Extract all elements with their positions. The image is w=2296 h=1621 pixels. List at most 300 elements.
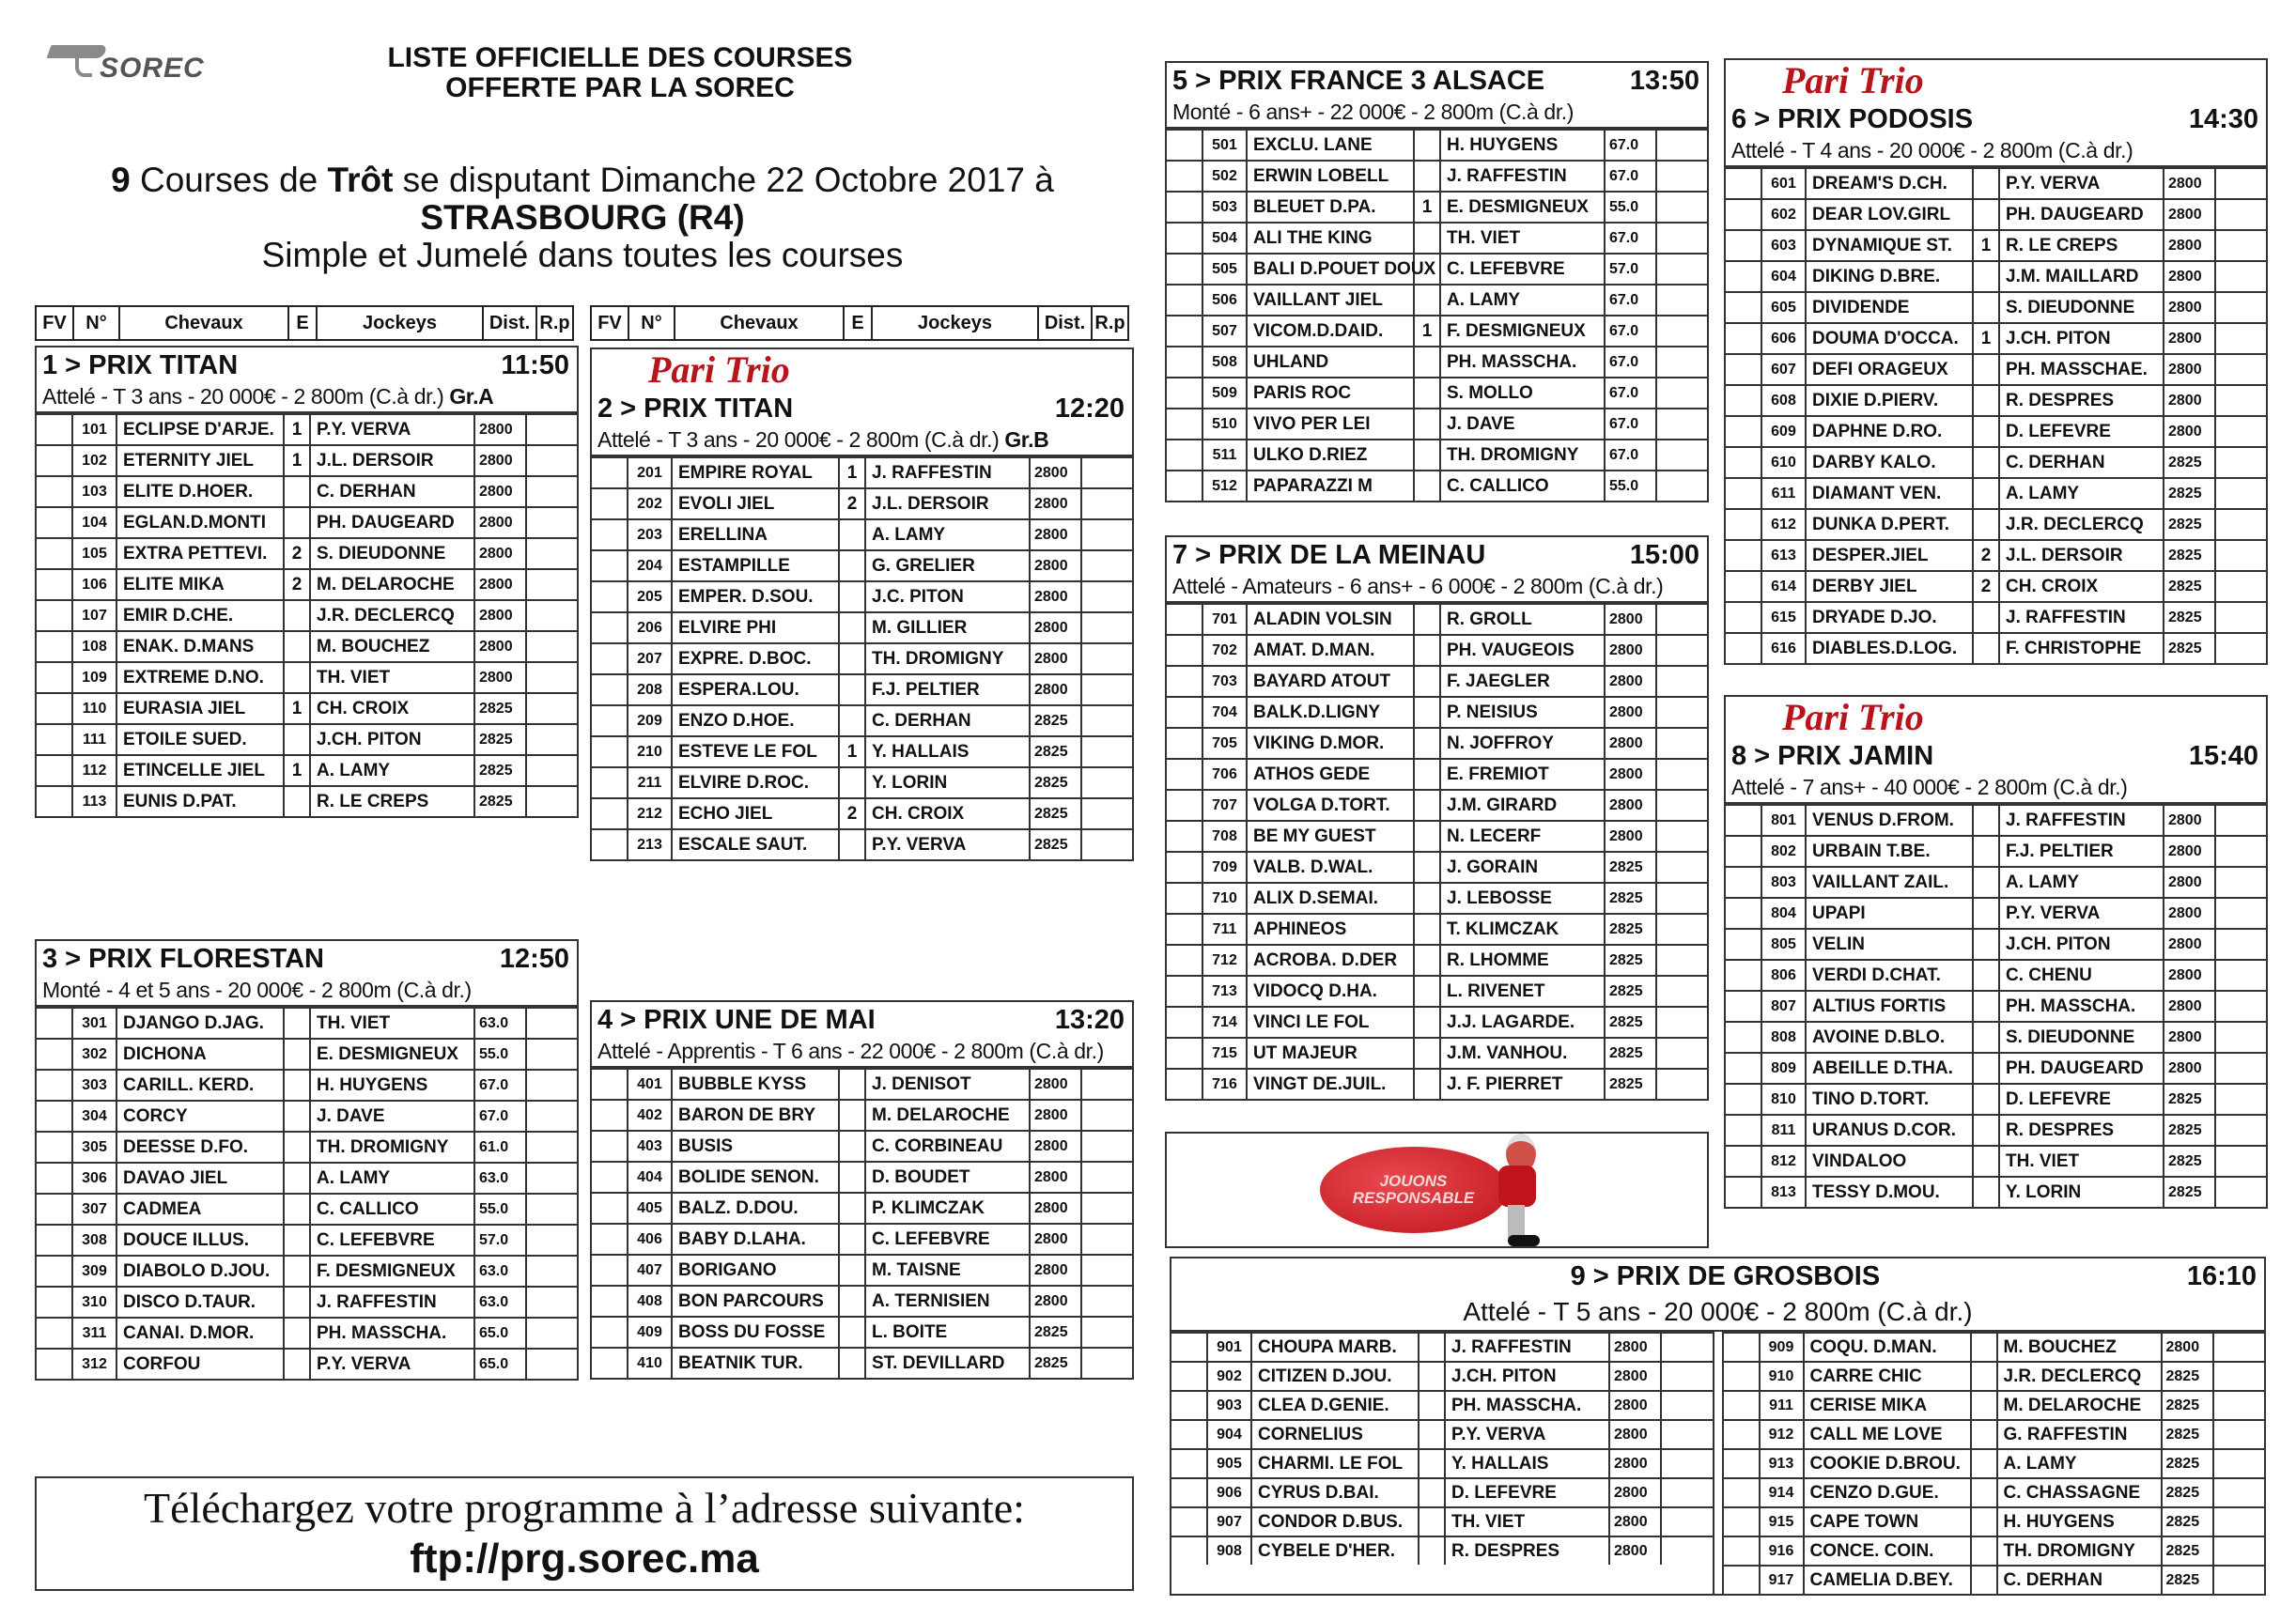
runner-jockey: C. LEFEBVRE <box>1440 254 1605 285</box>
runner-fv <box>37 569 72 600</box>
runner-fv <box>1167 635 1202 666</box>
runner-number: 708 <box>1202 821 1247 852</box>
race-time: 11:50 <box>501 350 569 380</box>
runner-stable <box>839 1131 865 1162</box>
runner-horse: DEESSE D.FO. <box>116 1132 284 1163</box>
runner-jockey: J.R. DECLERCQ <box>310 600 474 631</box>
runner-fv <box>1167 440 1202 471</box>
runner-rp <box>2215 1022 2266 1053</box>
conditions-text: Attelé - T 4 ans - 20 000€ - 2 800m (C.à dr.) <box>1731 138 2133 162</box>
runner-number: 410 <box>628 1348 672 1378</box>
runner-jockey: R. LE CREPS <box>310 786 474 816</box>
runner-fv <box>1726 1022 1761 1053</box>
runner-number: 716 <box>1202 1069 1247 1099</box>
runner-stable <box>284 1318 310 1349</box>
runner-row <box>1724 1420 2265 1449</box>
runner-stable <box>1414 666 1440 697</box>
runner-distance: 2800 <box>2162 1333 2213 1362</box>
runner-horse: APHINEOS <box>1247 914 1414 945</box>
runner-row <box>592 612 1132 643</box>
runner-rp <box>2213 1362 2265 1391</box>
runner-stable <box>839 581 865 612</box>
runner-jockey: PH. DAUGEARD <box>1999 199 2164 230</box>
runner-jockey: PH. MASSCHA. <box>310 1318 474 1349</box>
runner-rp <box>526 662 577 693</box>
race-type: Trôt <box>327 161 394 199</box>
race-group: Gr.B <box>1004 427 1049 452</box>
runner-number: 204 <box>628 550 672 581</box>
runners-table <box>1167 603 1707 1099</box>
runner-rp <box>2213 1333 2265 1362</box>
runner-rp <box>1656 440 1707 471</box>
runner-fv <box>37 1287 72 1318</box>
runner-distance: 2825 <box>2162 1362 2213 1391</box>
runner-distance: 2800 <box>1030 1255 1081 1286</box>
runner-number: 702 <box>1202 635 1247 666</box>
runner-horse: BOLIDE SENON. <box>672 1162 839 1193</box>
runner-number: 203 <box>628 519 672 550</box>
runner-fv <box>1167 759 1202 790</box>
runner-number: 512 <box>1202 471 1247 501</box>
runner-stable <box>839 767 865 798</box>
col-jockeys: Jockeys <box>318 307 484 339</box>
runner-distance: 55.0 <box>1605 471 1656 501</box>
runner-fv <box>1167 378 1202 409</box>
runner-fv <box>37 507 72 538</box>
runner-fv <box>1724 1536 1760 1566</box>
runner-row <box>1167 440 1707 471</box>
col-horses: Chevaux <box>675 307 845 339</box>
runner-number: 602 <box>1761 199 1806 230</box>
download-text: Téléchargez votre programme à l’adresse suivante: <box>144 1484 1025 1532</box>
runner-row <box>1167 976 1707 1007</box>
runner-fv <box>592 1224 628 1255</box>
balloon-icon <box>1320 1147 1508 1233</box>
runner-row <box>592 705 1132 736</box>
runner-distance: 2800 <box>1030 519 1081 550</box>
runner-number: 502 <box>1202 161 1247 192</box>
runner-jockey: R. DESPRES <box>1445 1536 1609 1565</box>
runner-stable <box>284 1349 310 1379</box>
runner-row <box>1167 161 1707 192</box>
runner-jockey: M. DELAROCHE <box>310 569 474 600</box>
runner-horse: CONDOR D.BUS. <box>1251 1507 1419 1536</box>
runner-distance: 2800 <box>1030 581 1081 612</box>
runner-distance: 67.0 <box>474 1070 526 1101</box>
runner-row <box>37 662 577 693</box>
runner-number: 307 <box>72 1194 116 1225</box>
runner-distance: 2825 <box>2162 1478 2213 1507</box>
runner-fv <box>592 519 628 550</box>
runner-fv <box>37 724 72 755</box>
runner-stable <box>284 786 310 816</box>
runner-distance: 2800 <box>1030 674 1081 705</box>
runner-row <box>592 1224 1132 1255</box>
runner-stable <box>839 519 865 550</box>
runner-jockey: P. NEISIUS <box>1440 697 1605 728</box>
runner-row <box>1726 323 2266 354</box>
runner-number: 903 <box>1207 1391 1251 1420</box>
runner-fv <box>37 1070 72 1101</box>
runner-distance: 2800 <box>1030 1100 1081 1131</box>
race-time: 12:20 <box>1054 394 1125 424</box>
runner-fv <box>1167 409 1202 440</box>
runner-number: 614 <box>1761 571 1806 602</box>
runner-jockey: PH. MASSCHAE. <box>1999 354 2164 385</box>
runner-stable <box>1414 728 1440 759</box>
runner-distance: 2800 <box>1605 790 1656 821</box>
runner-row <box>37 538 577 569</box>
runner-distance: 2800 <box>2164 261 2215 292</box>
runner-stable: 1 <box>1973 323 1999 354</box>
runner-number: 508 <box>1202 347 1247 378</box>
runner-distance: 2825 <box>1030 1348 1081 1378</box>
runner-jockey: C. LEFEBVRE <box>865 1224 1030 1255</box>
runner-number: 703 <box>1202 666 1247 697</box>
runner-jockey: C. CHENU <box>1999 960 2164 991</box>
runner-row <box>1726 991 2266 1022</box>
race-header <box>1171 1258 2264 1332</box>
runner-number: 408 <box>628 1286 672 1317</box>
runner-fv <box>1167 914 1202 945</box>
runner-jockey: R. DESPRES <box>1999 1115 2164 1146</box>
race-header <box>37 347 577 381</box>
runner-distance: 2825 <box>2164 571 2215 602</box>
title-line-1: LISTE OFFICIELLE DES COURSES <box>387 42 853 73</box>
runner-number: 511 <box>1202 440 1247 471</box>
download-link[interactable]: ftp://prg.sorec.ma <box>410 1536 759 1582</box>
pari-trio-label: Pari Trio <box>1782 59 1924 101</box>
runner-rp <box>1656 914 1707 945</box>
runner-horse: ELVIRE PHI <box>672 612 839 643</box>
col-jockeys: Jockeys <box>873 307 1039 339</box>
runner-number: 111 <box>72 724 116 755</box>
runner-jockey: A. LAMY <box>1999 867 2164 898</box>
runner-rp <box>526 1008 577 1039</box>
runner-horse: ESCALE SAUT. <box>672 829 839 859</box>
runner-jockey: J. RAFFESTIN <box>1440 161 1605 192</box>
runner-jockey: A. LAMY <box>1440 285 1605 316</box>
runner-jockey: TH. VIET <box>1999 1146 2164 1177</box>
runner-horse: ABEILLE D.THA. <box>1806 1053 1973 1084</box>
runner-fv <box>1171 1362 1207 1391</box>
runner-stable <box>1973 633 1999 663</box>
runner-fv <box>37 693 72 724</box>
runner-row <box>1167 697 1707 728</box>
runner-stable <box>1973 1177 1999 1207</box>
runner-number: 301 <box>72 1008 116 1039</box>
runner-row <box>592 736 1132 767</box>
runner-fv <box>592 488 628 519</box>
runner-distance: 55.0 <box>474 1194 526 1225</box>
runner-stable <box>1973 1084 1999 1115</box>
runner-number: 107 <box>72 600 116 631</box>
runner-fv <box>37 662 72 693</box>
runner-fv <box>1167 976 1202 1007</box>
runner-distance: 63.0 <box>474 1256 526 1287</box>
runner-distance: 2825 <box>1605 945 1656 976</box>
runner-number: 506 <box>1202 285 1247 316</box>
runner-rp <box>526 1287 577 1318</box>
runner-distance: 2825 <box>1605 883 1656 914</box>
runner-number: 109 <box>72 662 116 693</box>
runner-row <box>37 786 577 816</box>
runner-fv <box>1724 1449 1760 1478</box>
runner-number: 409 <box>628 1317 672 1348</box>
runner-rp <box>1081 457 1132 488</box>
race-conditions <box>1167 97 1707 129</box>
runner-number: 303 <box>72 1070 116 1101</box>
runner-rp <box>526 1132 577 1163</box>
runner-number: 402 <box>628 1100 672 1131</box>
runner-number: 917 <box>1760 1566 1804 1594</box>
runner-rp <box>1661 1449 1713 1478</box>
runner-rp <box>1081 1131 1132 1162</box>
runner-fv <box>1726 1053 1761 1084</box>
runner-fv <box>37 476 72 507</box>
runner-jockey: J.CH. PITON <box>310 724 474 755</box>
runner-number: 707 <box>1202 790 1247 821</box>
runner-fv <box>1724 1420 1760 1449</box>
runner-distance: 2800 <box>1605 697 1656 728</box>
runner-jockey: S. DIEUDONNE <box>1999 292 2164 323</box>
runner-horse: DOUCE ILLUS. <box>116 1225 284 1256</box>
runner-fv <box>592 1193 628 1224</box>
runner-row <box>592 519 1132 550</box>
runner-stable <box>1414 1069 1440 1099</box>
runner-fv <box>1724 1333 1760 1362</box>
runner-stable <box>1414 883 1440 914</box>
runner-jockey: H. HUYGENS <box>1440 130 1605 161</box>
runner-horse: BAYARD ATOUT <box>1247 666 1414 697</box>
runner-stable <box>1971 1566 1997 1594</box>
runner-stable <box>1973 836 1999 867</box>
runner-rp <box>526 1225 577 1256</box>
runner-fv <box>1167 285 1202 316</box>
runner-jockey: G. RAFFESTIN <box>1997 1420 2162 1449</box>
runner-row <box>37 507 577 538</box>
runner-rp <box>2215 230 2266 261</box>
venue: STRASBOURG (R4) <box>420 198 745 237</box>
runner-distance: 2800 <box>1030 488 1081 519</box>
runner-distance: 65.0 <box>474 1349 526 1379</box>
runner-rp <box>1656 666 1707 697</box>
runner-jockey: J.L. DERSOIR <box>310 445 474 476</box>
runner-jockey: M. TAISNE <box>865 1255 1030 1286</box>
runner-rp <box>2215 261 2266 292</box>
runner-row <box>1724 1449 2265 1478</box>
runner-rp <box>1656 976 1707 1007</box>
runner-distance: 2825 <box>2164 540 2215 571</box>
col-rp: R.p <box>1094 312 1125 333</box>
runner-rp <box>1081 1348 1132 1378</box>
runner-row <box>1724 1333 2265 1362</box>
runner-distance: 2800 <box>474 538 526 569</box>
runner-distance: 2800 <box>474 445 526 476</box>
runner-stable <box>839 550 865 581</box>
page-title <box>310 43 930 103</box>
runner-distance: 2800 <box>1609 1449 1661 1478</box>
runner-distance: 2825 <box>474 786 526 816</box>
jockey-mascot-icon <box>1489 1134 1555 1246</box>
runner-jockey: C. DERHAN <box>1999 447 2164 478</box>
runner-fv <box>1167 604 1202 635</box>
runner-fv <box>1726 1115 1761 1146</box>
runner-fv <box>1726 602 1761 633</box>
runner-fv <box>37 1039 72 1070</box>
runner-number: 610 <box>1761 447 1806 478</box>
runner-stable: 1 <box>1414 316 1440 347</box>
runner-number: 915 <box>1760 1507 1804 1536</box>
runner-number: 211 <box>628 767 672 798</box>
race-title: 7 > PRIX DE LA MEINAU <box>1172 540 1486 570</box>
race-count: 9 <box>111 161 131 199</box>
runner-jockey: M. DELAROCHE <box>1997 1391 2162 1420</box>
race-conditions: Attelé - T 5 ans - 20 000€ - 2 800m (C.à dr.) <box>1463 1297 1973 1326</box>
runner-jockey: J.M. VANHOU. <box>1440 1038 1605 1069</box>
runner-row <box>1171 1391 1713 1420</box>
runner-stable <box>284 1163 310 1194</box>
runner-row <box>1724 1507 2265 1536</box>
runner-horse: VAILLANT ZAIL. <box>1806 867 1973 898</box>
runner-jockey: P.Y. VERVA <box>310 414 474 445</box>
runner-rp <box>2215 447 2266 478</box>
runner-number: 205 <box>628 581 672 612</box>
runner-distance: 2825 <box>474 755 526 786</box>
runner-distance: 2800 <box>2164 323 2215 354</box>
runner-row <box>1726 168 2266 199</box>
runner-rp <box>2215 509 2266 540</box>
runner-stable: 1 <box>839 457 865 488</box>
runner-jockey: C. CORBINEAU <box>865 1131 1030 1162</box>
runner-distance: 67.0 <box>1605 409 1656 440</box>
runner-row <box>1724 1478 2265 1507</box>
runner-distance: 2825 <box>2164 1177 2215 1207</box>
runner-number: 709 <box>1202 852 1247 883</box>
runner-jockey: F. DESMIGNEUX <box>310 1256 474 1287</box>
runner-rp <box>2215 292 2266 323</box>
runner-stable <box>1419 1536 1445 1565</box>
runner-row <box>1167 635 1707 666</box>
runner-distance: 2825 <box>2164 478 2215 509</box>
runner-row <box>1167 914 1707 945</box>
conditions-text: Attelé - T 3 ans - 20 000€ - 2 800m (C.à dr.) <box>42 384 450 409</box>
race-conditions <box>1726 772 2266 804</box>
runner-distance: 2825 <box>474 724 526 755</box>
runner-jockey: R. DESPRES <box>1999 385 2164 416</box>
runner-number: 701 <box>1202 604 1247 635</box>
runner-fv <box>592 550 628 581</box>
runner-row <box>37 414 577 445</box>
runner-stable <box>284 1256 310 1287</box>
race-group: Gr.A <box>449 384 494 409</box>
runner-distance: 67.0 <box>1605 316 1656 347</box>
runner-distance: 2800 <box>1609 1333 1661 1362</box>
intro-date: se disputant Dimanche 22 Octobre 2017 à <box>393 161 1054 199</box>
runner-jockey: D. BOUDET <box>865 1162 1030 1193</box>
runner-jockey: J. DAVE <box>1440 409 1605 440</box>
runner-stable <box>284 631 310 662</box>
runner-jockey: L. BOITE <box>865 1317 1030 1348</box>
runner-jockey: R. LHOMME <box>1440 945 1605 976</box>
runner-fv <box>1167 254 1202 285</box>
runner-jockey: A. LAMY <box>310 755 474 786</box>
runner-horse: DEAR LOV.GIRL <box>1806 199 1973 230</box>
runner-rp <box>1081 1193 1132 1224</box>
runner-rp <box>2215 929 2266 960</box>
runner-fv <box>1171 1449 1207 1478</box>
runner-stable <box>1973 509 1999 540</box>
runner-stable <box>839 612 865 643</box>
runner-rp <box>1656 471 1707 501</box>
runner-distance: 61.0 <box>474 1132 526 1163</box>
col-rp: R.p <box>539 312 570 333</box>
runners-table <box>37 1007 577 1379</box>
runner-rp <box>1656 883 1707 914</box>
runner-stable <box>1973 478 1999 509</box>
runner-jockey: F. JAEGLER <box>1440 666 1605 697</box>
runner-rp <box>1656 945 1707 976</box>
runner-distance: 2800 <box>2164 898 2215 929</box>
runner-rp <box>526 786 577 816</box>
runner-jockey: M. DELAROCHE <box>865 1100 1030 1131</box>
runner-number: 811 <box>1761 1115 1806 1146</box>
runner-row <box>37 1194 577 1225</box>
runner-stable <box>1973 1146 1999 1177</box>
runner-fv <box>1726 991 1761 1022</box>
runner-jockey: J. RAFFESTIN <box>865 457 1030 488</box>
runner-horse: CONCE. COIN. <box>1804 1536 1971 1566</box>
runner-horse: ULKO D.RIEZ <box>1247 440 1414 471</box>
runner-row <box>1726 960 2266 991</box>
runner-horse: BON PARCOURS <box>672 1286 839 1317</box>
runner-horse: ALIX D.SEMAI. <box>1247 883 1414 914</box>
runner-number: 312 <box>72 1349 116 1379</box>
runner-jockey: CH. CROIX <box>1999 571 2164 602</box>
runner-rp <box>1081 550 1132 581</box>
runner-fv <box>37 445 72 476</box>
runner-fv <box>1726 478 1761 509</box>
race-header <box>1167 63 1707 97</box>
runner-horse: BALK.D.LIGNY <box>1247 697 1414 728</box>
runner-horse: AVOINE D.BLO. <box>1806 1022 1973 1053</box>
runner-horse: CAMELIA D.BEY. <box>1804 1566 1971 1594</box>
runner-rp <box>2215 1115 2266 1146</box>
runner-distance: 2800 <box>474 600 526 631</box>
horse-hook-icon <box>75 56 92 77</box>
runner-row <box>1167 728 1707 759</box>
runner-distance: 67.0 <box>1605 161 1656 192</box>
runner-stable <box>1419 1391 1445 1420</box>
runner-stable <box>284 1101 310 1132</box>
runner-horse: URANUS D.COR. <box>1806 1115 1973 1146</box>
runner-rp <box>526 1349 577 1379</box>
race-3 <box>35 939 579 1381</box>
runner-horse: DREAM'S D.CH. <box>1806 168 1973 199</box>
runner-rp <box>1081 829 1132 859</box>
runner-stable <box>1419 1333 1445 1362</box>
race-conditions <box>37 975 577 1007</box>
runner-distance: 2825 <box>1605 1007 1656 1038</box>
runner-row <box>1167 790 1707 821</box>
runner-row <box>592 1131 1132 1162</box>
race-header <box>1726 101 2266 135</box>
runner-number: 309 <box>72 1256 116 1287</box>
runner-stable <box>284 1225 310 1256</box>
runner-number: 611 <box>1761 478 1806 509</box>
runner-row <box>1167 347 1707 378</box>
runner-fv <box>1724 1507 1760 1536</box>
